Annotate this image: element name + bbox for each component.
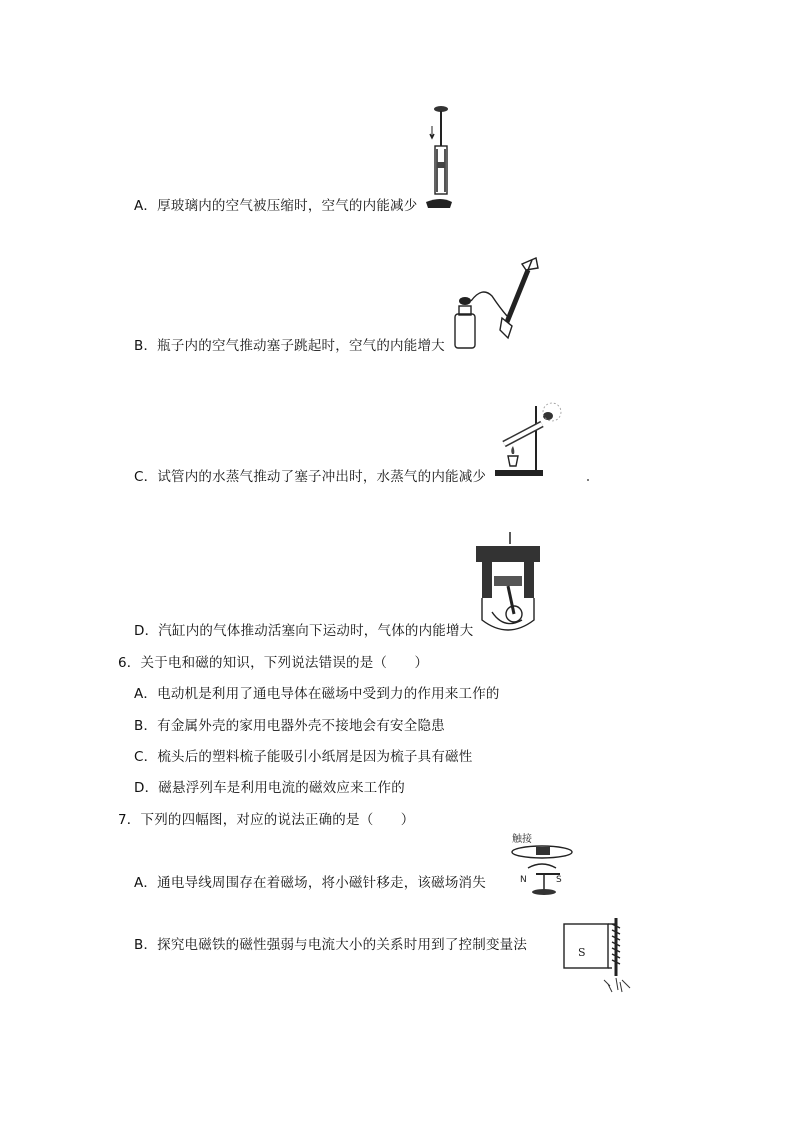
q6-option-b: B．有金属外壳的家用电器外壳不接地会有安全隐患	[134, 718, 445, 734]
q6-stem: 6．关于电和磁的知识，下列说法错误的是（ ）	[118, 655, 429, 671]
bottle-pump-figure	[452, 256, 542, 352]
q5-option-c: C．试管内的水蒸气推动了塞子冲出时，水蒸气的内能减少	[134, 469, 487, 485]
fire-syringe-figure	[424, 104, 454, 212]
q5-option-b: B．瓶子内的空气推动塞子跳起时，空气的内能增大	[134, 338, 445, 354]
engine-cylinder-figure	[474, 530, 542, 640]
oersted-figure	[506, 832, 578, 898]
switch-s-label: S	[578, 946, 586, 959]
q6-option-d: D．磁悬浮列车是利用电流的磁效应来工作的	[134, 780, 405, 796]
q5-option-d: D．汽缸内的气体推动活塞向下运动时，气体的内能增大	[134, 623, 474, 639]
q6-option-c: C．梳头后的塑料梳子能吸引小纸屑是因为梳子具有磁性	[134, 749, 473, 765]
q7-stem: 7．下列的四幅图，对应的说法正确的是（ ）	[118, 812, 415, 828]
needle-n-label: N	[520, 875, 527, 885]
q5-option-a: A．厚玻璃内的空气被压缩时，空气的内能减少	[134, 198, 418, 214]
test-tube-figure	[492, 396, 562, 478]
needle-s-label: S	[556, 875, 562, 885]
q7-option-a: A．通电导线周围存在着磁场，将小磁针移走，该磁场消失	[134, 875, 486, 891]
stray-dot	[586, 478, 590, 482]
q7-option-b: B．探究电磁铁的磁性强弱与电流大小的关系时用到了控制变量法	[134, 937, 528, 953]
q6-option-a: A．电动机是利用了通电导体在磁场中受到力的作用来工作的	[134, 686, 500, 702]
electromagnet-figure	[560, 916, 640, 994]
oersted-label: 触接	[512, 834, 532, 845]
